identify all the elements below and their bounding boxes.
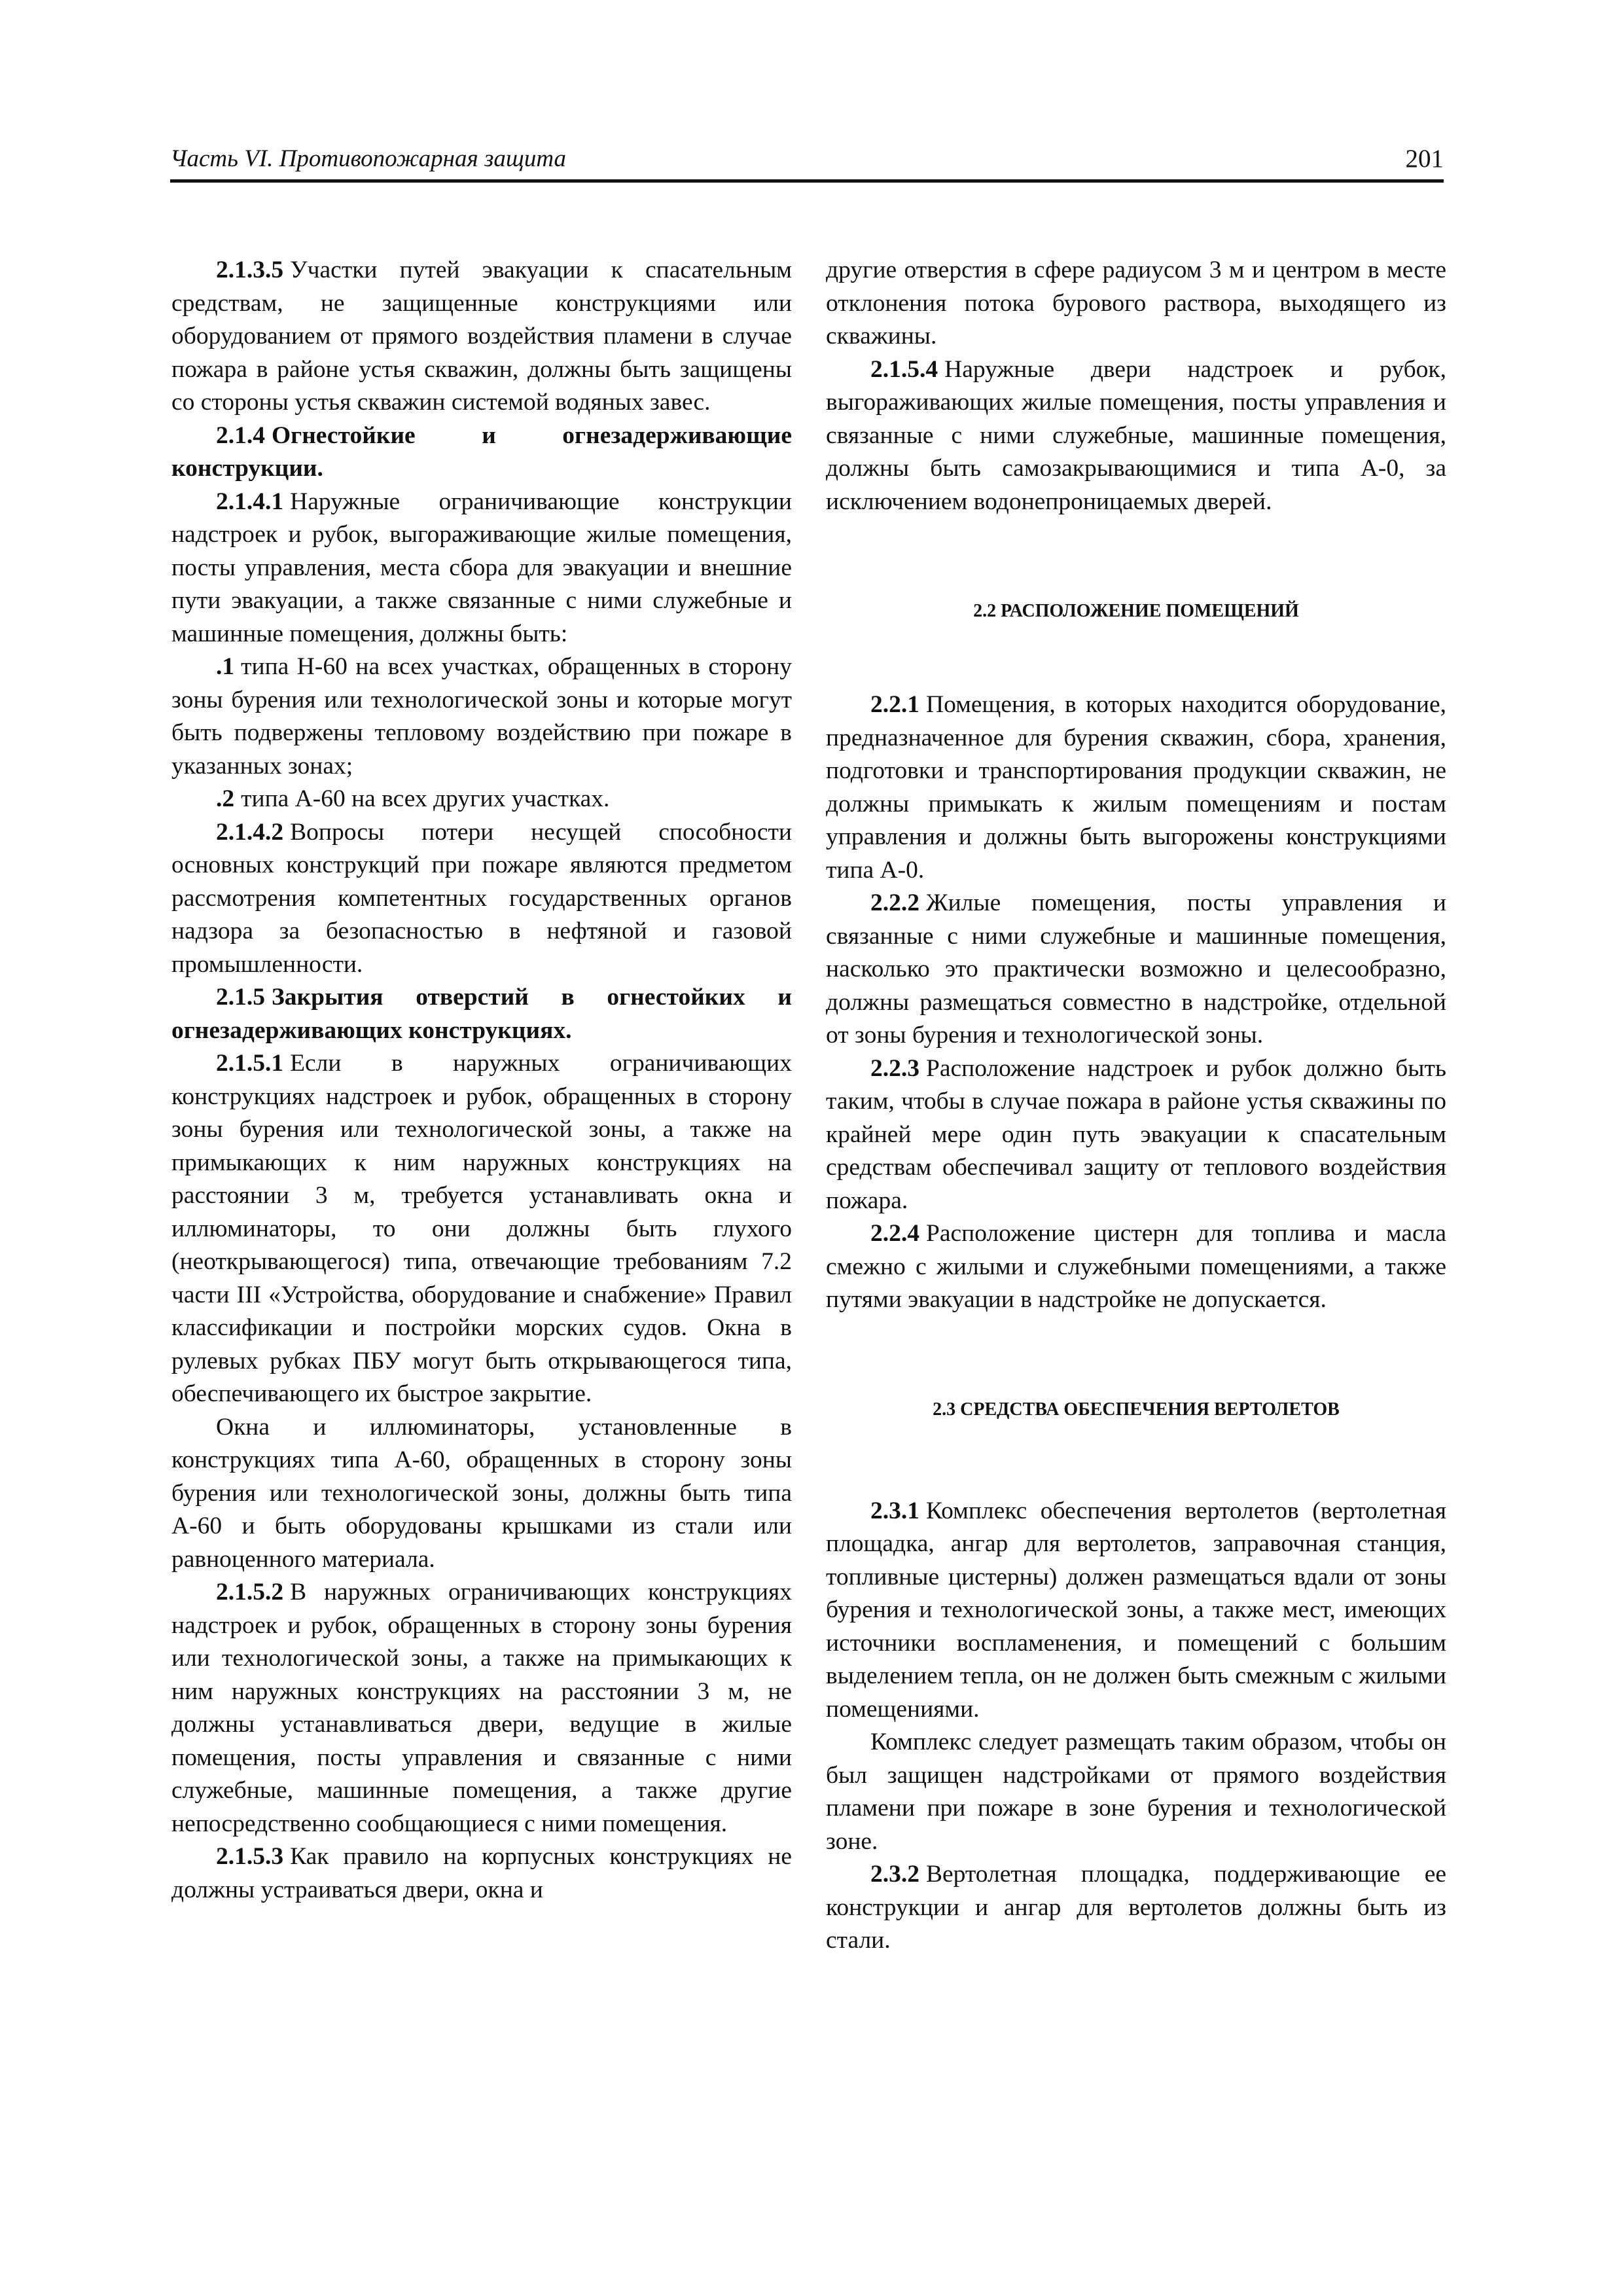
paragraph-2-2-2	[826, 887, 1446, 1052]
item-text: типа А-60 на всех других участках.	[241, 785, 610, 812]
clause-number: 2.3.2	[870, 1861, 919, 1888]
clause-text: Вопросы потери несущей способности основных конструкций при пожаре являются предметом рассмотрения компетентных государственных органов надзора за безопасностью в нефтяной и газовой промышленности.	[171, 818, 792, 978]
subsection-heading-2-1-4	[171, 420, 792, 486]
paragraph-2-1-5-3	[171, 1840, 792, 1907]
clause-number: 2.3.1	[870, 1497, 919, 1524]
item-text: типа Н-60 на всех участках, обращенных в сторону зоны бурения или технологической зоны и которые могут быть подвержены тепловому воздействию при пожаре в указанных зонах;	[171, 653, 792, 780]
clause-text: Если в наружных ограничивающих конструкциях надстроек и рубок, обращенных в сторону зоны бурения или технологической зоны, а также на примыкающих к ним наружных конструкциях на расстоянии 3 м, требуется устанавливать окна и иллюминаторы, то они должны быть глухого (неоткрывающегося) типа, отвечающие требованиям 7.2 части III «Устройства, оборудование и снабжение» Правил классификации и постройки морских судов. Окна в рулевых рубках ПБУ могут быть открывающегося типа, обеспечивающего их быстрое закрытие.	[171, 1050, 792, 1407]
clause-number: 2.2.4	[870, 1220, 919, 1247]
clause-text: Наружные ограничивающие конструкции надстроек и рубок, выгораживающие жилые помещения, посты управления, места сбора для эвакуации и внешние пути эвакуации, а также связанные с ними служебные и машинные помещения, должны быть:	[171, 488, 792, 647]
section-heading-2-2: 2.2 РАСПОЛОЖЕНИЕ ПОМЕЩЕНИЙ	[973, 601, 1299, 621]
page-number: 201	[1405, 145, 1444, 173]
clause-number: 2.1.5.2	[216, 1579, 284, 1605]
clause-text: Вертолетная площадка, поддерживающие ее конструкции и ангар для вертолетов должны быть из стали.	[826, 1861, 1446, 1954]
clause-text: Помещения, в которых находится оборудование, предназначенное для бурения скважин, сбора, хранения, подготовки и транспортирования продукции скважин, не должны примыкать к жилым помещениям и постам управления и должны быть выгорожены конструкциями типа А-0.	[826, 691, 1446, 884]
clause-number: 2.1.4.1	[216, 488, 284, 515]
clause-text: Расположение надстроек и рубок должно быть таким, чтобы в случае пожара в районе устья скважины по крайней мере один путь эвакуации к спасательным средствам обеспечивал защиту от теплового воздействия пожара.	[826, 1054, 1446, 1214]
paragraph-2-2-4	[826, 1217, 1446, 1317]
clause-text: Жилые помещения, посты управления и связанные с ними служебные и машинные помещения, насколько это практически возможно и целесообразно, должны размещаться совместно в надстройке, отдельной от зоны бурения и технологической зоны.	[826, 889, 1446, 1049]
list-item-1	[171, 651, 792, 783]
clause-number: 2.2.3	[870, 1054, 919, 1082]
clause-number: 2.1.4	[216, 422, 265, 449]
left-column	[171, 254, 792, 1907]
paragraph-2-2-1	[826, 689, 1446, 887]
item-number: .1	[216, 653, 235, 680]
header-rule	[170, 179, 1444, 183]
page-header	[170, 143, 1444, 182]
clause-number: 2.1.5	[216, 984, 265, 1011]
paragraph-2-1-3-5	[171, 254, 792, 420]
clause-text: Как правило на корпусных конструкциях не должны устраиваться двери, окна и	[171, 1843, 792, 1903]
clause-number: 2.1.5.4	[870, 355, 938, 383]
paragraph-2-2-3	[826, 1052, 1446, 1218]
clause-number: 2.1.5.1	[216, 1050, 284, 1077]
paragraph-complex: Комплекс следует размещать таким образом, чтобы он был защищен надстройками от прямого воздействия пламени при пожаре в зоне бурения и технологической зоне.	[826, 1729, 1446, 1855]
paragraph-windows: Окна и иллюминаторы, установленные в конструкциях типа А-60, обращенных в сторону зоны бурения или технологической зоны, должны быть типа А-60 и быть оборудованы крышками из стали или равноценного материала.	[171, 1413, 792, 1573]
paragraph-continued: другие отверстия в сфере радиусом 3 м и центром в месте отклонения потока бурового раствора, выходящего из скважины.	[826, 257, 1446, 350]
subsection-heading-2-1-5	[171, 981, 792, 1047]
clause-text: Наружные двери надстроек и рубок, выгораживающих жилые помещения, посты управления и связанные с ними служебные, машинные помещения, должны быть самозакрывающимися и типа А-0, за исключением водонепроницаемых дверей.	[826, 355, 1446, 515]
right-column	[826, 254, 1446, 1958]
paragraph-2-3-1	[826, 1495, 1446, 1727]
paragraph-2-1-4-2	[171, 816, 792, 982]
clause-number: 2.2.2	[870, 889, 919, 916]
running-header-title: Часть VI. Противопожарная защита	[170, 145, 567, 172]
clause-number: 2.2.1	[870, 691, 919, 718]
clause-text: Комплекс обеспечения вертолетов (вертолетная площадка, ангар для вертолетов, заправочная станция, топливные цистерны) должен размещаться вдали от зоны бурения и технологической зоны, а также мест, имеющих источники воспламенения, и помещений с большим выделением тепла, он не должен быть смежным с жилыми помещениями.	[826, 1497, 1446, 1723]
paragraph-2-1-4-1	[171, 486, 792, 651]
clause-text: Участки путей эвакуации к спасательным средствам, не защищенные конструкциями или оборудованием от прямого воздействия пламени в случае пожара в районе устья скважин, должны быть защищены со стороны устья скважин системой водяных завес.	[171, 257, 792, 416]
paragraph-2-1-5-1	[171, 1047, 792, 1411]
item-number: .2	[216, 785, 235, 812]
heading-text: Огнестойкие и огнезадерживающие конструкции.	[171, 422, 792, 482]
paragraph-2-1-5-4	[826, 353, 1446, 519]
clause-number: 2.1.3.5	[216, 257, 284, 283]
clause-text: В наружных ограничивающих конструкциях надстроек и рубок, обращенных в сторону зоны бурения или технологической зоны, а также на примыкающих к ним наружных конструкциях на расстоянии 3 м, не должны устанавливаться двери, ведущие в жилые помещения, посты управления и связанные с ними служебные, машинные помещения, а также другие непосредственно сообщающиеся с ними помещения.	[171, 1579, 792, 1837]
clause-text: Расположение цистерн для топлива и масла смежно с жилыми и служебными помещениями, а также путями эвакуации в надстройке не допускается.	[826, 1220, 1446, 1313]
clause-number: 2.1.4.2	[216, 818, 284, 846]
list-item-2	[171, 783, 792, 816]
heading-text: Закрытия отверстий в огнестойких и огнезадерживающих конструкциях.	[171, 984, 792, 1044]
paragraph-2-3-2	[826, 1858, 1446, 1958]
paragraph-2-1-5-2	[171, 1576, 792, 1840]
section-heading-2-3: 2.3 СРЕДСТВА ОБЕСПЕЧЕНИЯ ВЕРТОЛЕТОВ	[933, 1399, 1340, 1420]
clause-number: 2.1.5.3	[216, 1843, 284, 1870]
